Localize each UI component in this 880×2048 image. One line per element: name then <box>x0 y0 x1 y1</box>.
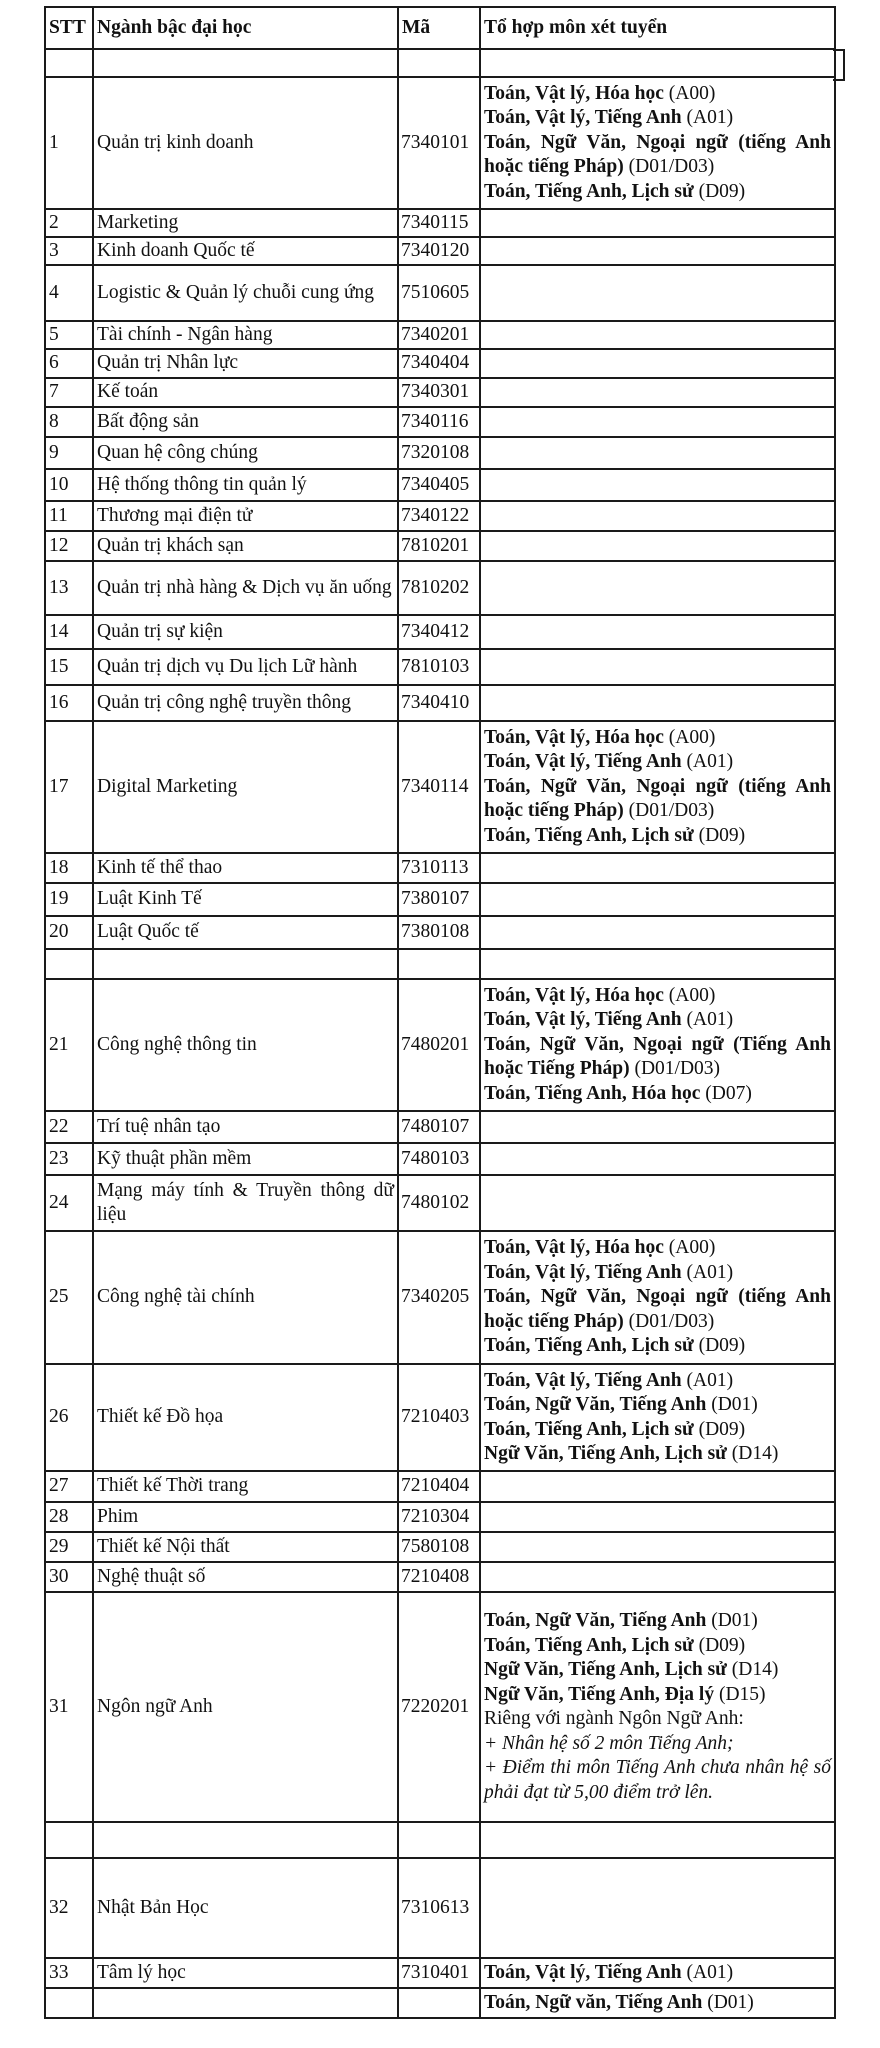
combination-subjects: Toán, Tiếng Anh, Lịch sử <box>484 1634 694 1656</box>
combination-code: (D09) <box>693 1634 746 1656</box>
cell-major-name <box>93 49 398 77</box>
combination-line <box>484 1609 831 1634</box>
table-row <box>45 979 835 1111</box>
combination-line <box>484 775 831 824</box>
combination-line <box>484 1334 831 1359</box>
cell-code: 7340301 <box>398 378 480 407</box>
cell-major-name: Kế toán <box>93 378 398 407</box>
combination-code: (D09) <box>693 1335 746 1357</box>
combination-subjects: Toán, Tiếng Anh, Lịch sử <box>484 1418 694 1440</box>
cell-subject-combination <box>480 853 835 883</box>
cell-major-name: Thương mại điện tử <box>93 501 398 531</box>
cell-subject-combination <box>480 1822 835 1858</box>
cell-major-name: Quản trị dịch vụ Du lịch Lữ hành <box>93 649 398 685</box>
table-row <box>45 615 835 649</box>
cell-subject-combination <box>480 1175 835 1231</box>
cell-subject-combination <box>480 1988 835 2018</box>
cell-stt <box>45 949 93 979</box>
combination-line <box>484 1369 831 1394</box>
cell-major-name: Tài chính - Ngân hàng <box>93 321 398 349</box>
combination-line <box>484 1008 831 1033</box>
combination-subjects: Toán, Ngữ Văn, Ngoại ngữ (tiếng Anh hoặc tiếng Pháp) <box>484 1286 831 1332</box>
table-row <box>45 1111 835 1143</box>
cell-stt: 28 <box>45 1502 93 1532</box>
table-body <box>45 49 835 2018</box>
table-row <box>45 721 835 853</box>
combination-note-line: + Điểm thi môn Tiếng Anh chưa nhân hệ số phải đạt từ 5,00 điểm trở lên. <box>484 1757 831 1803</box>
combination-line <box>484 1236 831 1261</box>
combination-code: (A01) <box>681 107 734 129</box>
combination-code: (A00) <box>663 984 716 1006</box>
cell-subject-combination <box>480 1592 835 1822</box>
cell-code: 7210404 <box>398 1471 480 1502</box>
cell-subject-combination <box>480 561 835 615</box>
table-row <box>45 1502 835 1532</box>
cell-major-name: Quản trị nhà hàng & Dịch vụ ăn uống <box>93 561 398 615</box>
header-subject-combination: Tổ hợp môn xét tuyển <box>480 7 835 49</box>
table-row <box>45 1532 835 1562</box>
cell-stt: 1 <box>45 77 93 209</box>
cell-stt: 31 <box>45 1592 93 1822</box>
cell-stt <box>45 49 93 77</box>
cell-stt: 3 <box>45 237 93 265</box>
combination-line <box>484 1683 831 1708</box>
combination-line <box>484 726 831 751</box>
cell-major-name: Quản trị Nhân lực <box>93 349 398 378</box>
cell-subject-combination <box>480 501 835 531</box>
header-major-name: Ngành bậc đại học <box>93 7 398 49</box>
combination-line <box>484 106 831 131</box>
cell-code: 7210408 <box>398 1562 480 1592</box>
combination-subjects: Toán, Ngữ Văn, Ngoại ngữ (tiếng Anh hoặc tiếng Pháp) <box>484 775 831 822</box>
cell-code: 7340412 <box>398 615 480 649</box>
combination-line <box>484 1991 831 2016</box>
table-row <box>45 209 835 237</box>
combination-line <box>484 1393 831 1418</box>
cell-subject-combination <box>480 265 835 321</box>
table-blank-row <box>45 1822 835 1858</box>
cell-stt: 4 <box>45 265 93 321</box>
table-row <box>45 1562 835 1592</box>
cell-code: 7340120 <box>398 237 480 265</box>
combination-code: (D14) <box>726 1443 779 1464</box>
cell-code: 7340410 <box>398 685 480 721</box>
combination-code: (D01/D03) <box>623 800 715 822</box>
cell-subject-combination <box>480 1364 835 1471</box>
combination-subjects: Toán, Vật lý, Hóa học <box>484 82 664 104</box>
cell-subject-combination <box>480 531 835 561</box>
cell-stt: 2 <box>45 209 93 237</box>
combination-line <box>484 1261 831 1286</box>
cell-major-name: Quản trị sự kiện <box>93 615 398 649</box>
cell-code: 7480102 <box>398 1175 480 1231</box>
cell-major-name: Ngôn ngữ Anh <box>93 1592 398 1822</box>
combination-line <box>484 180 831 205</box>
combination-subjects: Ngữ Văn, Tiếng Anh, Lịch sử <box>484 1659 727 1680</box>
cell-major-name: Công nghệ thông tin <box>93 979 398 1111</box>
cell-code: 7380107 <box>398 883 480 916</box>
combination-subjects: Toán, Vật lý, Tiếng Anh <box>484 1369 682 1391</box>
cell-subject-combination <box>480 1143 835 1175</box>
combination-code: (D01/D03) <box>629 1058 721 1080</box>
combination-line <box>484 131 831 180</box>
combination-code: (D01/D03) <box>623 156 715 178</box>
cell-stt: 21 <box>45 979 93 1111</box>
combination-code: (D14) <box>726 1659 779 1680</box>
combination-note-title: Riêng với ngành Ngôn Ngữ Anh: <box>484 1708 744 1729</box>
combination-line <box>484 1658 831 1683</box>
cell-stt: 26 <box>45 1364 93 1471</box>
combination-line <box>484 984 831 1009</box>
cell-subject-combination <box>480 979 835 1111</box>
combination-subjects: Toán, Vật lý, Hóa học <box>484 984 664 1006</box>
cell-major-name: Digital Marketing <box>93 721 398 853</box>
cell-subject-combination <box>480 321 835 349</box>
table-row <box>45 531 835 561</box>
table-row <box>45 1175 835 1231</box>
combination-note-line: + Nhân hệ số 2 môn Tiếng Anh; <box>484 1732 734 1754</box>
combination-code: (A00) <box>663 726 716 748</box>
cell-stt <box>45 1822 93 1858</box>
cell-major-name: Hệ thống thông tin quản lý <box>93 469 398 501</box>
cell-major-name: Thiết kế Nội thất <box>93 1532 398 1562</box>
cell-major-name: Logistic & Quản lý chuỗi cung ứng <box>93 265 398 321</box>
cell-code: 7340405 <box>398 469 480 501</box>
combination-code: (A01) <box>681 1261 734 1283</box>
cell-subject-combination <box>480 1111 835 1143</box>
cell-stt: 7 <box>45 378 93 407</box>
cell-subject-combination <box>480 649 835 685</box>
cell-subject-combination <box>480 1532 835 1562</box>
combination-line <box>484 750 831 775</box>
header-code: Mã <box>398 7 480 49</box>
cell-major-name: Kinh doanh Quốc tế <box>93 237 398 265</box>
table-row <box>45 561 835 615</box>
combination-line <box>484 1961 831 1986</box>
table-row <box>45 1364 835 1471</box>
cell-subject-combination <box>480 721 835 853</box>
table-row <box>45 407 835 437</box>
combination-subjects: Toán, Ngữ Văn, Ngoại ngữ (Tiếng Anh hoặc Tiếng Pháp) <box>484 1033 831 1080</box>
cell-code: 7340201 <box>398 321 480 349</box>
combination-code: (D09) <box>693 1418 746 1440</box>
combination-line <box>484 1285 831 1334</box>
combination-code: (A00) <box>663 1237 716 1259</box>
cell-major-name: Tâm lý học <box>93 1958 398 1988</box>
cell-major-name: Marketing <box>93 209 398 237</box>
cell-code: 7810201 <box>398 531 480 561</box>
cell-subject-combination <box>480 685 835 721</box>
cell-code: 7580108 <box>398 1532 480 1562</box>
cell-subject-combination <box>480 209 835 237</box>
combination-subjects: Toán, Ngữ Văn, Ngoại ngữ (tiếng Anh hoặc tiếng Pháp) <box>484 131 831 178</box>
cell-code: 7310613 <box>398 1858 480 1958</box>
combination-code: (D09) <box>693 824 746 846</box>
combination-line <box>484 1033 831 1082</box>
combination-code: (A01) <box>681 751 734 773</box>
cell-stt: 19 <box>45 883 93 916</box>
cell-subject-combination <box>480 49 835 77</box>
cell-stt: 17 <box>45 721 93 853</box>
table-blank-row <box>45 949 835 979</box>
combination-code: (D01) <box>706 1394 758 1415</box>
combination-code: (A01) <box>681 1369 734 1391</box>
combination-line <box>484 1634 831 1659</box>
table-row <box>45 1858 835 1958</box>
combination-subjects: Toán, Tiếng Anh, Lịch sử <box>484 824 694 846</box>
table-row <box>45 77 835 209</box>
table-edge-mark <box>833 49 845 81</box>
cell-major-name: Trí tuệ nhân tạo <box>93 1111 398 1143</box>
cell-stt: 23 <box>45 1143 93 1175</box>
cell-stt <box>45 1988 93 2018</box>
table-blank-row <box>45 49 835 77</box>
cell-stt: 5 <box>45 321 93 349</box>
cell-major-name: Nghệ thuật số <box>93 1562 398 1592</box>
table-row <box>45 265 835 321</box>
cell-subject-combination <box>480 1562 835 1592</box>
cell-subject-combination <box>480 916 835 949</box>
combination-line <box>484 1442 831 1467</box>
cell-major-name: Quan hệ công chúng <box>93 437 398 469</box>
cell-major-name: Thiết kế Đồ họa <box>93 1364 398 1471</box>
combination-code: (A01) <box>681 1009 734 1031</box>
table-row <box>45 378 835 407</box>
cell-major-name: Quản trị khách sạn <box>93 531 398 561</box>
cell-code: 7340404 <box>398 349 480 378</box>
cell-code: 7380108 <box>398 916 480 949</box>
combination-subjects: Toán, Vật lý, Hóa học <box>484 1237 664 1259</box>
combination-code: (A00) <box>663 82 716 104</box>
cell-major-name: Quản trị kinh doanh <box>93 77 398 209</box>
combination-code: (D07) <box>700 1082 752 1104</box>
cell-major-name: Công nghệ tài chính <box>93 1231 398 1364</box>
cell-major-name: Thiết kế Thời trang <box>93 1471 398 1502</box>
cell-major-name: Mạng máy tính & Truyền thông dữ liệu <box>93 1175 398 1231</box>
cell-stt: 8 <box>45 407 93 437</box>
cell-stt: 20 <box>45 916 93 949</box>
table-row <box>45 853 835 883</box>
cell-major-name <box>93 1822 398 1858</box>
combination-subjects: Toán, Ngữ Văn, Tiếng Anh <box>484 1610 707 1631</box>
cell-subject-combination <box>480 378 835 407</box>
combination-code: (D01) <box>706 1610 758 1631</box>
combination-subjects: Ngữ Văn, Tiếng Anh, Lịch sử <box>484 1443 727 1464</box>
cell-major-name: Bất động sản <box>93 407 398 437</box>
cell-code: 7210304 <box>398 1502 480 1532</box>
table-header-row <box>45 7 835 49</box>
combination-code: (D15) <box>714 1683 766 1705</box>
cell-major-name: Kinh tế thể thao <box>93 853 398 883</box>
cell-subject-combination <box>480 949 835 979</box>
cell-stt: 29 <box>45 1532 93 1562</box>
combination-subjects: Toán, Vật lý, Tiếng Anh <box>484 751 682 773</box>
table-row <box>45 1231 835 1364</box>
cell-subject-combination <box>480 407 835 437</box>
cell-major-name: Phim <box>93 1502 398 1532</box>
combination-line <box>484 1418 831 1443</box>
cell-stt: 27 <box>45 1471 93 1502</box>
table-row <box>45 685 835 721</box>
cell-code <box>398 1988 480 2018</box>
combination-subjects: Toán, Vật lý, Tiếng Anh <box>484 1961 682 1983</box>
cell-subject-combination <box>480 1502 835 1532</box>
table-row <box>45 501 835 531</box>
cell-code: 7310401 <box>398 1958 480 1988</box>
table-blank-row <box>45 1988 835 2018</box>
combination-line <box>484 82 831 107</box>
combination-subjects: Toán, Tiếng Anh, Hóa học <box>484 1082 701 1104</box>
cell-major-name <box>93 949 398 979</box>
cell-major-name: Kỹ thuật phần mềm <box>93 1143 398 1175</box>
cell-code: 7220201 <box>398 1592 480 1822</box>
cell-subject-combination <box>480 437 835 469</box>
table-row <box>45 1471 835 1502</box>
combination-line <box>484 824 831 849</box>
cell-subject-combination <box>480 615 835 649</box>
cell-code: 7320108 <box>398 437 480 469</box>
cell-major-name: Luật Kinh Tế <box>93 883 398 916</box>
cell-stt: 14 <box>45 615 93 649</box>
combination-subjects: Toán, Vật lý, Tiếng Anh <box>484 1261 682 1283</box>
cell-code: 7340122 <box>398 501 480 531</box>
cell-stt: 30 <box>45 1562 93 1592</box>
cell-subject-combination <box>480 1858 835 1958</box>
cell-code: 7810202 <box>398 561 480 615</box>
cell-stt: 9 <box>45 437 93 469</box>
cell-subject-combination <box>480 1471 835 1502</box>
combination-subjects: Toán, Tiếng Anh, Lịch sử <box>484 180 694 202</box>
cell-code: 7480103 <box>398 1143 480 1175</box>
combination-subjects: Toán, Ngữ Văn, Tiếng Anh <box>484 1394 707 1415</box>
cell-major-name: Quản trị công nghệ truyền thông <box>93 685 398 721</box>
cell-subject-combination <box>480 77 835 209</box>
cell-stt: 12 <box>45 531 93 561</box>
header-stt: STT <box>45 7 93 49</box>
cell-code: 7340116 <box>398 407 480 437</box>
cell-stt: 13 <box>45 561 93 615</box>
combination-code: (D01/D03) <box>623 1310 715 1332</box>
cell-major-name <box>93 1988 398 2018</box>
table-row <box>45 321 835 349</box>
table-row <box>45 437 835 469</box>
admission-table <box>44 6 836 2019</box>
cell-code <box>398 49 480 77</box>
cell-stt: 10 <box>45 469 93 501</box>
cell-stt: 33 <box>45 1958 93 1988</box>
table-row <box>45 1958 835 1988</box>
cell-code: 7340101 <box>398 77 480 209</box>
combination-subjects: Toán, Vật lý, Hóa học <box>484 726 664 748</box>
cell-stt: 32 <box>45 1858 93 1958</box>
cell-stt: 11 <box>45 501 93 531</box>
cell-code: 7340115 <box>398 209 480 237</box>
combination-code: (A01) <box>681 1961 734 1983</box>
cell-stt: 16 <box>45 685 93 721</box>
cell-major-name: Luật Quốc tế <box>93 916 398 949</box>
cell-code: 7340114 <box>398 721 480 853</box>
cell-code <box>398 949 480 979</box>
combination-code: (D09) <box>693 180 746 202</box>
cell-stt: 18 <box>45 853 93 883</box>
cell-code: 7510605 <box>398 265 480 321</box>
combination-code: (D01) <box>702 1991 754 2013</box>
combination-subjects: Toán, Vật lý, Tiếng Anh <box>484 107 682 129</box>
cell-code: 7310113 <box>398 853 480 883</box>
cell-code: 7480107 <box>398 1111 480 1143</box>
combination-subjects: Toán, Ngữ văn, Tiếng Anh <box>484 1991 703 2013</box>
table-row <box>45 237 835 265</box>
cell-subject-combination <box>480 349 835 378</box>
cell-stt: 22 <box>45 1111 93 1143</box>
cell-code: 7340205 <box>398 1231 480 1364</box>
cell-stt: 24 <box>45 1175 93 1231</box>
cell-subject-combination <box>480 1231 835 1364</box>
combination-subjects: Toán, Tiếng Anh, Lịch sử <box>484 1335 694 1357</box>
table-row <box>45 469 835 501</box>
cell-stt: 15 <box>45 649 93 685</box>
cell-code: 7480201 <box>398 979 480 1111</box>
cell-code: 7210403 <box>398 1364 480 1471</box>
cell-stt: 6 <box>45 349 93 378</box>
cell-stt: 25 <box>45 1231 93 1364</box>
cell-code: 7810103 <box>398 649 480 685</box>
table-row <box>45 916 835 949</box>
table-row <box>45 1143 835 1175</box>
cell-subject-combination <box>480 1958 835 1988</box>
cell-code <box>398 1822 480 1858</box>
combination-subjects: Ngữ Văn, Tiếng Anh, Địa lý <box>484 1683 715 1705</box>
table-row <box>45 649 835 685</box>
table-row <box>45 349 835 378</box>
table-row <box>45 883 835 916</box>
cell-subject-combination <box>480 469 835 501</box>
combination-line <box>484 1082 831 1107</box>
table-row <box>45 1592 835 1822</box>
cell-subject-combination <box>480 237 835 265</box>
admission-table-sheet <box>44 6 834 2019</box>
cell-subject-combination <box>480 883 835 916</box>
combination-subjects: Toán, Vật lý, Tiếng Anh <box>484 1009 682 1031</box>
cell-major-name: Nhật Bản Học <box>93 1858 398 1958</box>
